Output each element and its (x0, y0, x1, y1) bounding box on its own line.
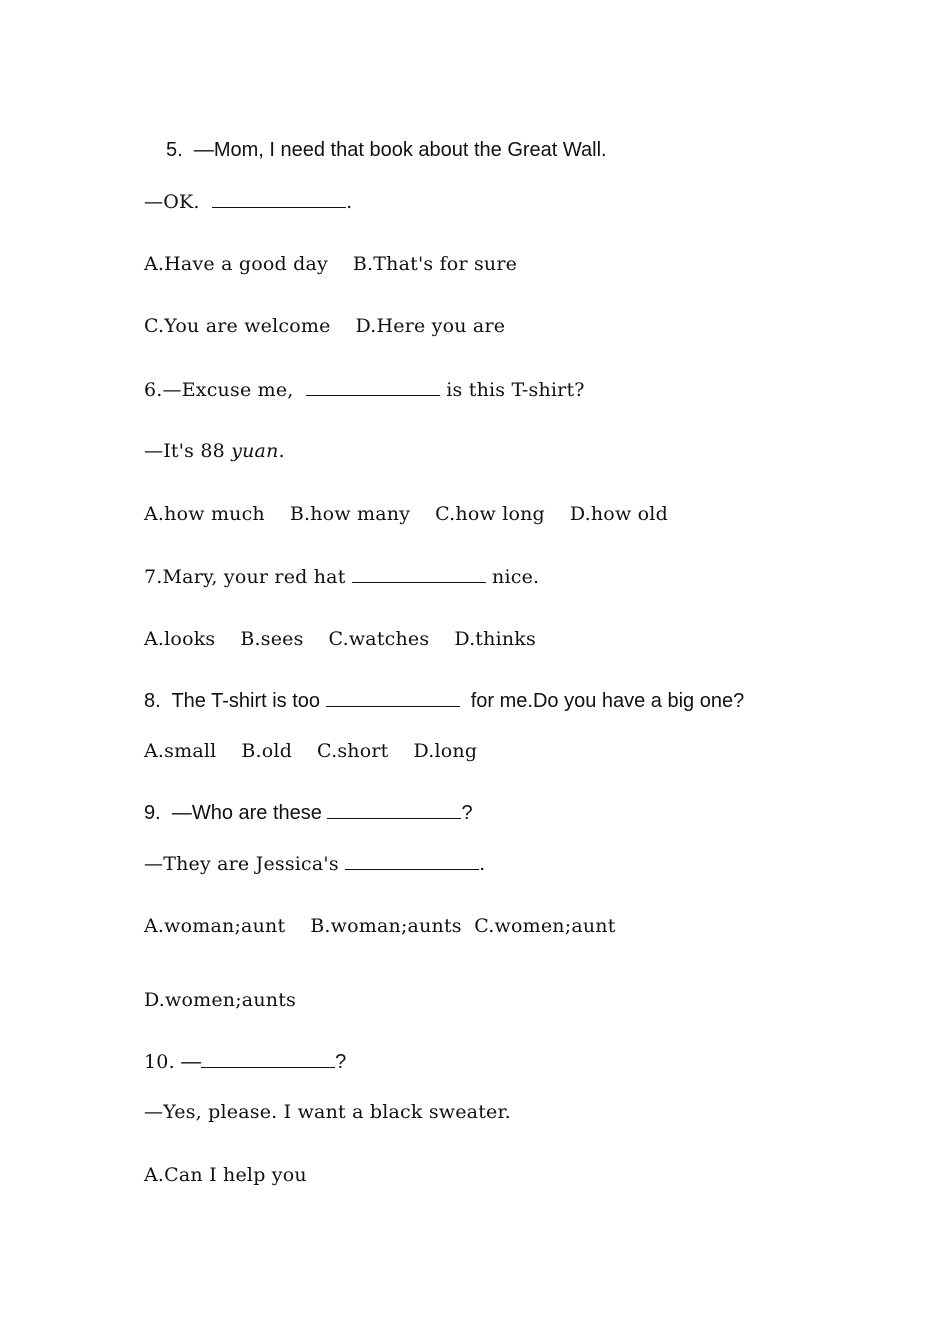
reply-italic-text: yuan (231, 440, 279, 462)
question-text: —Excuse me, (162, 379, 294, 401)
question-text: nice. (492, 566, 540, 588)
reply-punctuation: . (346, 191, 353, 213)
question-9-stem (144, 800, 473, 825)
option-c[interactable]: C.short (317, 740, 389, 762)
option-c[interactable]: C.watches (328, 628, 430, 650)
question-9-options-row-1 (144, 914, 616, 938)
question-number: 9. (144, 802, 161, 824)
reply-text: —Yes, please. I want a black sweater. (144, 1101, 511, 1123)
option-c[interactable]: C.how long (435, 503, 545, 525)
option-d[interactable]: D.women;aunts (144, 989, 296, 1011)
question-10-options (144, 1163, 307, 1187)
reply-text: —They are Jessica's (144, 853, 339, 875)
option-a[interactable]: A.Can I help you (144, 1164, 307, 1186)
option-b[interactable]: B.old (241, 740, 293, 762)
option-d[interactable]: D.Here you are (355, 315, 506, 337)
option-a[interactable]: A.small (144, 740, 217, 762)
reply-text: —It's 88 (144, 440, 225, 462)
question-10-reply (144, 1100, 511, 1124)
option-d[interactable]: D.long (413, 740, 478, 762)
question-text: — (181, 1051, 202, 1073)
question-9-reply (144, 851, 485, 876)
question-8-stem (144, 688, 744, 713)
question-7-options (144, 627, 536, 651)
option-b[interactable]: B.sees (240, 628, 304, 650)
option-a[interactable]: A.looks (144, 628, 216, 650)
question-5-reply (144, 189, 352, 214)
answer-blank (326, 688, 460, 707)
reply-text: —OK. (144, 191, 200, 213)
option-d[interactable]: D.how old (569, 503, 668, 525)
question-text: —Mom, I need that book about the Great Wall. (193, 139, 607, 161)
option-b[interactable]: B.woman;aunts (310, 915, 462, 937)
option-d[interactable]: D.thinks (454, 628, 536, 650)
question-number: 5. (166, 139, 183, 161)
reply-punctuation: . (479, 853, 486, 875)
question-text: ? (461, 802, 473, 824)
reply-punctuation: . (278, 440, 285, 462)
question-text: Mary, your red hat (162, 566, 346, 588)
question-9-options-row-2 (144, 988, 296, 1012)
answer-blank (352, 564, 486, 583)
question-10-stem (144, 1049, 346, 1074)
question-8-options (144, 739, 477, 763)
option-b[interactable]: B.how many (289, 503, 411, 525)
question-5-options-row-1 (144, 252, 517, 276)
answer-blank (345, 851, 479, 870)
question-6-reply (144, 439, 285, 463)
option-b[interactable]: B.That's for sure (352, 253, 518, 275)
question-5-stem (166, 138, 607, 162)
question-text: The T-shirt is too (171, 690, 321, 712)
answer-blank (306, 377, 440, 396)
question-text: for me.Do you have a big one? (470, 690, 745, 712)
question-text: is this T-shirt? (446, 379, 585, 401)
question-number: 7. (144, 566, 163, 588)
question-number: 10. (144, 1051, 175, 1073)
question-6-options (144, 502, 668, 526)
question-5-options-row-2 (144, 314, 505, 338)
option-c[interactable]: C.women;aunt (474, 915, 616, 937)
option-a[interactable]: A.Have a good day (144, 253, 328, 275)
question-6-stem (144, 377, 585, 402)
option-a[interactable]: A.how much (144, 503, 265, 525)
option-c[interactable]: C.You are welcome (144, 315, 331, 337)
answer-blank (201, 1049, 335, 1068)
question-number: 6. (144, 379, 163, 401)
option-a[interactable]: A.woman;aunt (144, 915, 286, 937)
question-7-stem (144, 564, 539, 589)
answer-blank (327, 800, 461, 819)
question-text: ? (335, 1051, 347, 1073)
question-text: —Who are these (171, 802, 322, 824)
answer-blank (212, 189, 346, 208)
question-number: 8. (144, 690, 161, 712)
